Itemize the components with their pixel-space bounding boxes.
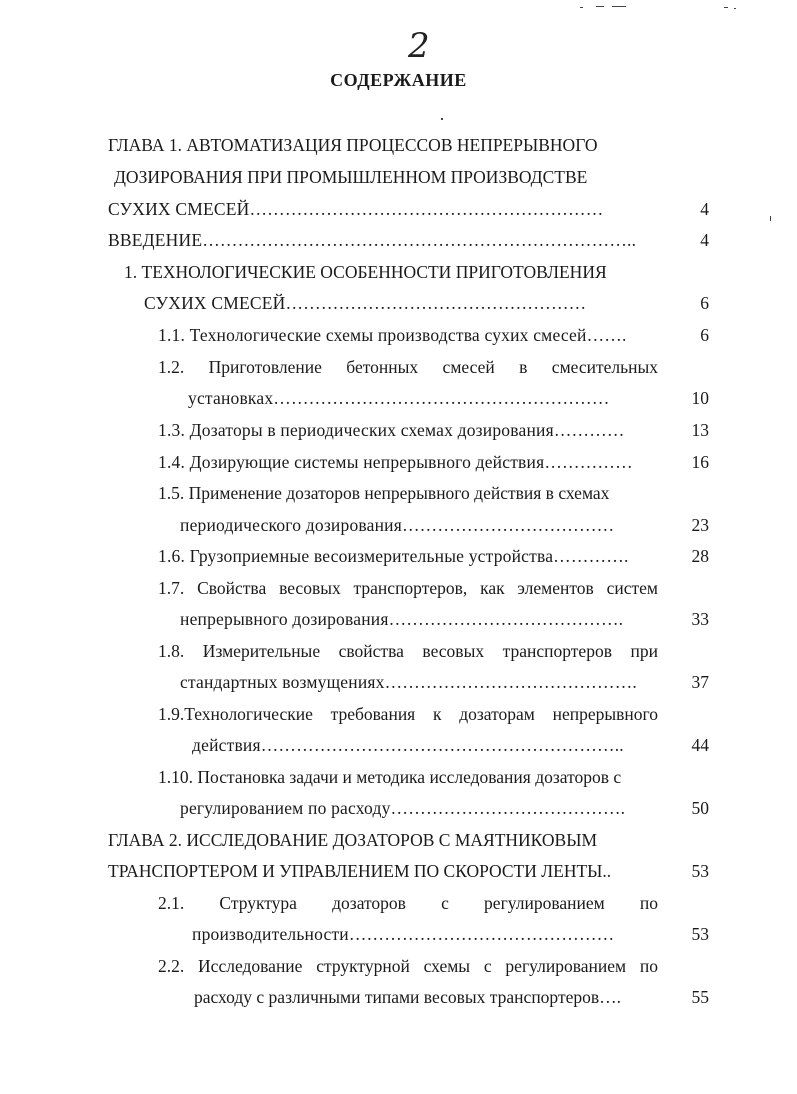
toc-line: производительности………………………………………	[192, 924, 615, 944]
toc-line: ГЛАВА 1. АВТОМАТИЗАЦИЯ ПРОЦЕССОВ НЕПРЕРЫВНОГО	[108, 135, 598, 155]
toc-page-number: 28	[691, 546, 709, 566]
toc-page-number: 50	[691, 798, 709, 818]
toc-line: расходу с различными типами весовых транспортеров….	[194, 987, 622, 1007]
toc-page-number: 53	[691, 861, 709, 881]
toc-page-number: 6	[700, 293, 709, 313]
toc-line: ТРАНСПОРТЕРОМ И УПРАВЛЕНИЕМ ПО СКОРОСТИ ЛЕНТЫ..	[108, 861, 612, 881]
toc-line: 1.6. Грузоприемные весоизмерительные устройства………….	[158, 546, 629, 566]
page-title: СОДЕРЖАНИЕ	[330, 70, 467, 90]
toc-page-number: 4	[700, 230, 709, 250]
toc-line: непрерывного дозирования………………………………….	[180, 609, 624, 629]
scan-speck	[770, 216, 771, 221]
toc-line: периодического дозирования………………………………	[180, 515, 615, 535]
scan-speck	[596, 6, 604, 7]
toc-page-number: 37	[691, 672, 709, 692]
toc-line: 2.1. Структура дозаторов с регулированием по	[158, 893, 658, 913]
scan-speck	[441, 118, 443, 120]
toc-page-number: 4	[700, 199, 709, 219]
toc-line: установках…………………………………………………	[188, 388, 610, 408]
toc-line: 1.7. Свойства весовых транспортеров, как элементов систем	[158, 578, 658, 598]
toc-line: 1.1. Технологические схемы производства сухих смесей…….	[158, 325, 627, 345]
toc-line: 1.5. Применение дозаторов непрерывного действия в схемах	[158, 483, 610, 503]
toc-line: СУХИХ СМЕСЕЙ……………………………………………	[144, 293, 587, 313]
toc-page-number: 44	[691, 735, 709, 755]
toc-page-number: 55	[691, 987, 709, 1007]
scan-speck	[724, 7, 728, 8]
toc-line: 1.4. Дозирующие системы непрерывного действия……………	[158, 452, 633, 472]
toc-line: ДОЗИРОВАНИЯ ПРИ ПРОМЫШЛЕННОМ ПРОИЗВОДСТВЕ	[114, 167, 588, 187]
toc-line: действия……………………………………………………..	[192, 735, 624, 755]
toc-line: 1.10. Постановка задачи и методика исследования дозаторов с	[158, 767, 622, 787]
toc-page-number: 10	[691, 388, 709, 408]
toc-page-number: 16	[691, 452, 709, 472]
toc-line: 1.9.Технологические требования к дозаторам непрерывного	[158, 704, 658, 724]
toc-line: 1.2. Приготовление бетонных смесей в смесительных	[158, 357, 658, 377]
toc-line: регулированием по расходу………………………………….	[180, 798, 626, 818]
scan-speck	[734, 8, 736, 9]
toc-page-number: 13	[691, 420, 709, 440]
scan-speck	[580, 7, 583, 8]
toc-line: СУХИХ СМЕСЕЙ……………………………………………………	[108, 199, 604, 219]
toc-page-number: 33	[691, 609, 709, 629]
scan-speck	[612, 6, 626, 7]
toc-line: ВВЕДЕНИЕ………………………………………………………………..	[108, 230, 637, 250]
toc-line: 1.8. Измерительные свойства весовых транспортеров при	[158, 641, 658, 661]
toc-line: 2.2. Исследование структурной схемы с регулированием по	[158, 956, 658, 976]
toc-page-number: 23	[691, 515, 709, 535]
handwritten-page-number: 2	[408, 26, 430, 66]
toc-page-number: 53	[691, 924, 709, 944]
toc-line: 1.3. Дозаторы в периодических схемах дозирования…………	[158, 420, 625, 440]
toc-line: 1. ТЕХНОЛОГИЧЕСКИЕ ОСОБЕННОСТИ ПРИГОТОВЛЕНИЯ	[124, 262, 607, 282]
toc-line: стандартных возмущениях…………………………………….	[180, 672, 637, 692]
toc-line: ГЛАВА 2. ИССЛЕДОВАНИЕ ДОЗАТОРОВ С МАЯТНИКОВЫМ	[108, 830, 598, 850]
toc-page-number: 6	[700, 325, 709, 345]
